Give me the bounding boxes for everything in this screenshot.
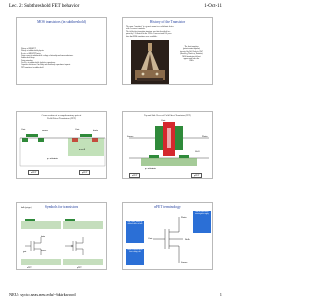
source-label: Source [127,135,134,138]
page-number: 1 [219,292,222,297]
bullet-item: FET transistors in subthreshold [21,66,44,69]
bullet-item: Dev/Dev in subthreshold: depletion capacitance [21,62,56,65]
nwell-label: n-well [79,148,86,151]
text-line: patent by J. Lilienfeld in the 1920s. It was not until 50 years [126,33,172,36]
nfet-label: nFET [129,173,140,178]
source-label: source [41,250,47,252]
slide-nfet-terminology [122,202,213,270]
text-line: The first transistor [184,46,199,48]
slide-title: History of the Transistor [149,20,186,24]
slide-cross-section [16,111,107,179]
slide-symbols [16,202,107,270]
nfet-label: nFET [28,170,39,175]
pfet-label: pFET [191,173,202,178]
text-line: 1960s. [188,60,194,63]
nfet-symbol-diagram [151,215,185,265]
text-line: later that MOS transistors were available. [126,35,158,38]
slide-bullet-list [21,48,73,69]
slide-mos-transistors [16,17,107,85]
fet-cross-section-diagram [20,126,105,166]
note-callout: Source is defined as the lower voltage side [126,249,144,265]
slide-title: Top and Side Views of Field Effect Transistors (FET) [144,115,191,117]
gate-label: Gate [148,237,153,240]
text-line: with 3 or more terminals. [126,28,146,31]
gate-label: Gate [161,119,166,122]
title-line: Cross-section of a complementary pair of [41,114,82,117]
gate-label: Gate [75,128,80,131]
bulk-label: bulk (p-type) [21,207,32,209]
source-label: source [42,129,49,132]
note-callout: Gate, Drain, Source are defined relative to bulk [126,221,144,243]
source-label: Source [181,261,188,264]
substrate-label: p- substrate [47,157,59,160]
bullet-item: Review of MOSFET basics [21,52,41,55]
drain-label: Drain [202,135,208,138]
title-line: Field-Effect Transistors (FET) [46,116,77,120]
slide-paragraph [126,26,174,38]
document-footer-url: NEU: sycto.seas.neu.edu/~bkirkwood [9,292,76,297]
bullet-item: History of MOSFET [21,48,36,50]
text-line: (Shockley, Bardeen, Brattain). [180,53,203,56]
text-line: MOS transistors did not [182,55,201,58]
first-transistor-photo [131,40,169,84]
drain-label: Drain [181,216,187,219]
text-line: appear until after the [183,58,200,61]
bullet-item: Capacitive divisions: Gate/body and drain/body capacitance impacts [21,64,71,67]
well-label: Well [195,150,200,153]
nfet-label: nFET [27,267,32,269]
gate-label: gate [23,251,27,253]
photo-caption [180,46,203,63]
document-header-title: Lec. 2: Subthreshold FET behavior [9,4,80,9]
transistor-symbols-diagram [21,213,104,267]
slide-title: Symbols for transistors [44,205,79,209]
text-line: (point-contact bipolar) [182,48,200,51]
bullet-item: Subthreshold slope [21,57,35,60]
document-header-date: 1-Oct-11 [204,4,222,9]
bulk-label: Bulk [185,238,190,241]
fet-top-view-diagram [129,122,209,170]
pfet-label: pFET [79,170,90,175]
bullet-item: Drain current in subthreshold: voltage relationship and transconductance [21,55,74,58]
drain-label: drain [93,129,98,132]
slide-history-transistor [122,17,213,85]
note-callout: Bulk is connected to most negative supply [193,211,211,233]
bullet-item: History of subthreshold physics [21,50,44,53]
bullet-item: Drain saturation [21,59,33,62]
slide-title: MOS transistors (in subthreshold) [37,20,86,24]
text-line: The name "transistor" is a generic name for a solid-state device [126,26,174,28]
gate-label: Gate [21,128,26,131]
slide-top-side-views [122,111,213,179]
pfet-label: pFET [77,267,82,269]
text-line: invented by Bell Labs in 1947 [180,50,203,53]
slide-title [17,115,106,121]
substrate-label: p- substrate [145,167,157,170]
drain-label: drain [41,236,46,238]
text-line: The field-effect transistor structure was first described in a [126,30,171,33]
slide-title: nFET terminology [154,205,181,209]
